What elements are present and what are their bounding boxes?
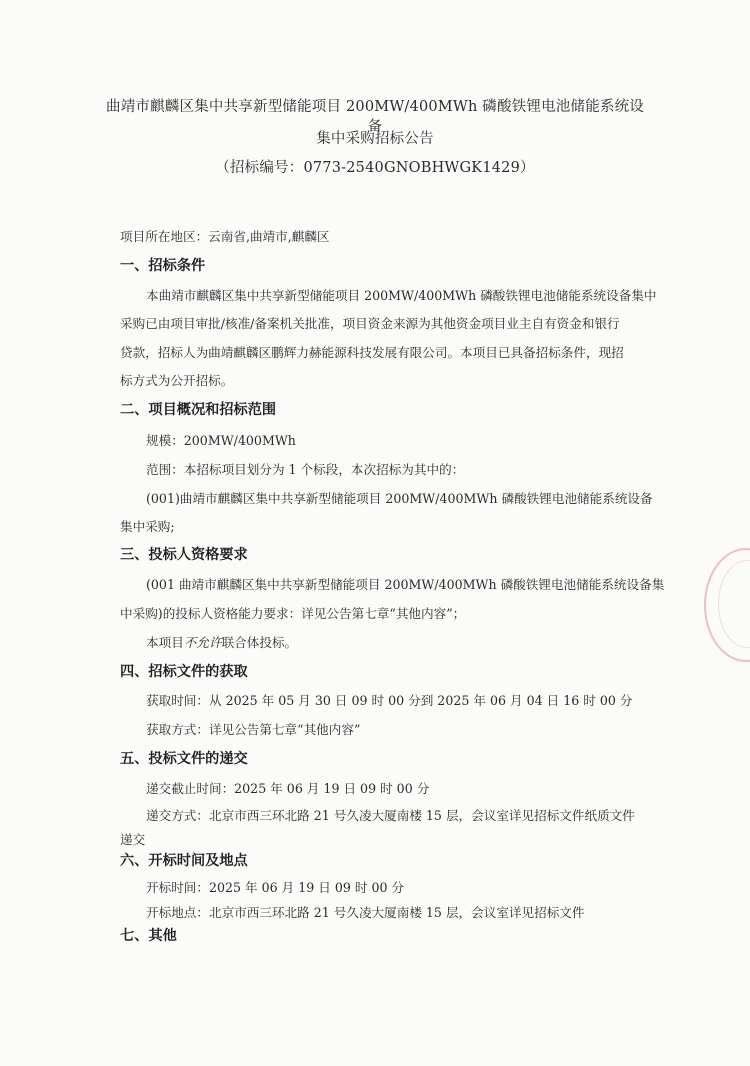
title-line-2: 集中采购招标公告 xyxy=(316,131,434,147)
submission-method: 递交方式：北京市西三环北路 21 号久凌大厦南楼 15 层，会议室详见招标文件纸质文件 xyxy=(146,808,635,823)
tender-code: （招标编号：0773-2540GNOBHWGK1429） xyxy=(215,160,535,176)
consortium-note-suffix: 联合体投标。 xyxy=(221,635,298,650)
section-2-heading: 二、项目概况和招标范围 xyxy=(120,402,277,418)
section-6-heading: 六、开标时间及地点 xyxy=(120,853,248,869)
section-7-heading: 七、其他 xyxy=(120,928,177,944)
project-scale: 规模：200MW/400MWh xyxy=(146,433,296,448)
consortium-note-prefix: 本项目 xyxy=(146,635,184,650)
consortium-not-allowed: 不允许 xyxy=(183,635,222,650)
submission-method-cont: 递交 xyxy=(120,832,146,847)
qualification-line: (001 曲靖市麒麟区集中共享新型储能项目 200MW/400MWh 磷酸铁锂电池储能系统设备集 xyxy=(146,577,665,592)
section-1-para-line: 采购已由项目审批/核准/备案机关批准，项目资金来源为其他资金项目业主自有资金和银行 xyxy=(120,316,620,331)
bid-opening-time: 开标时间：2025 年 06 月 19 日 09 时 00 分 xyxy=(146,880,405,895)
lot-description: (001)曲靖市麒麟区集中共享新型储能项目 200MW/400MWh 磷酸铁锂电池储能系统设备 xyxy=(146,491,653,506)
section-1-para-line: 标方式为公开招标。 xyxy=(120,373,234,388)
doc-obtain-method: 获取方式：详见公告第七章“其他内容” xyxy=(146,722,361,737)
title-line-1: 曲靖市麒麟区集中共享新型储能项目 200MW/400MWh 磷酸铁锂电池储能系统设备 xyxy=(106,99,644,135)
lot-description-cont: 集中采购; xyxy=(120,519,175,534)
section-5-heading: 五、投标文件的递交 xyxy=(120,751,248,767)
section-1-para-line: 本曲靖市麒麟区集中共享新型储能项目 200MW/400MWh 磷酸铁锂电池储能系统设备集中 xyxy=(146,288,657,303)
doc-obtain-time: 获取时间：从 2025 年 05 月 30 日 09 时 00 分到 2025 年 06 月 04 日 16 时 00 分 xyxy=(146,693,633,708)
section-1-heading: 一、招标条件 xyxy=(120,258,206,274)
section-3-heading: 三、投标人资格要求 xyxy=(120,547,248,563)
section-1-para-line: 贷款，招标人为曲靖麒麟区鹏辉力赫能源科技发展有限公司。本项目已具备招标条件，现招 xyxy=(120,345,624,360)
section-4-heading: 四、招标文件的获取 xyxy=(120,664,248,680)
consortium-note xyxy=(146,634,297,652)
bid-opening-place: 开标地点：北京市西三环北路 21 号久凌大厦南楼 15 层，会议室详见招标文件 xyxy=(146,905,585,920)
project-region: 项目所在地区：云南省,曲靖市,麒麟区 xyxy=(120,229,330,244)
project-scope: 范围：本招标项目划分为 1 个标段，本次招标为其中的： xyxy=(146,462,465,477)
qualification-line: 中采购)的投标人资格能力要求：详见公告第七章“其他内容”； xyxy=(120,606,466,621)
submission-deadline: 递交截止时间：2025 年 06 月 19 日 09 时 00 分 xyxy=(146,781,430,796)
